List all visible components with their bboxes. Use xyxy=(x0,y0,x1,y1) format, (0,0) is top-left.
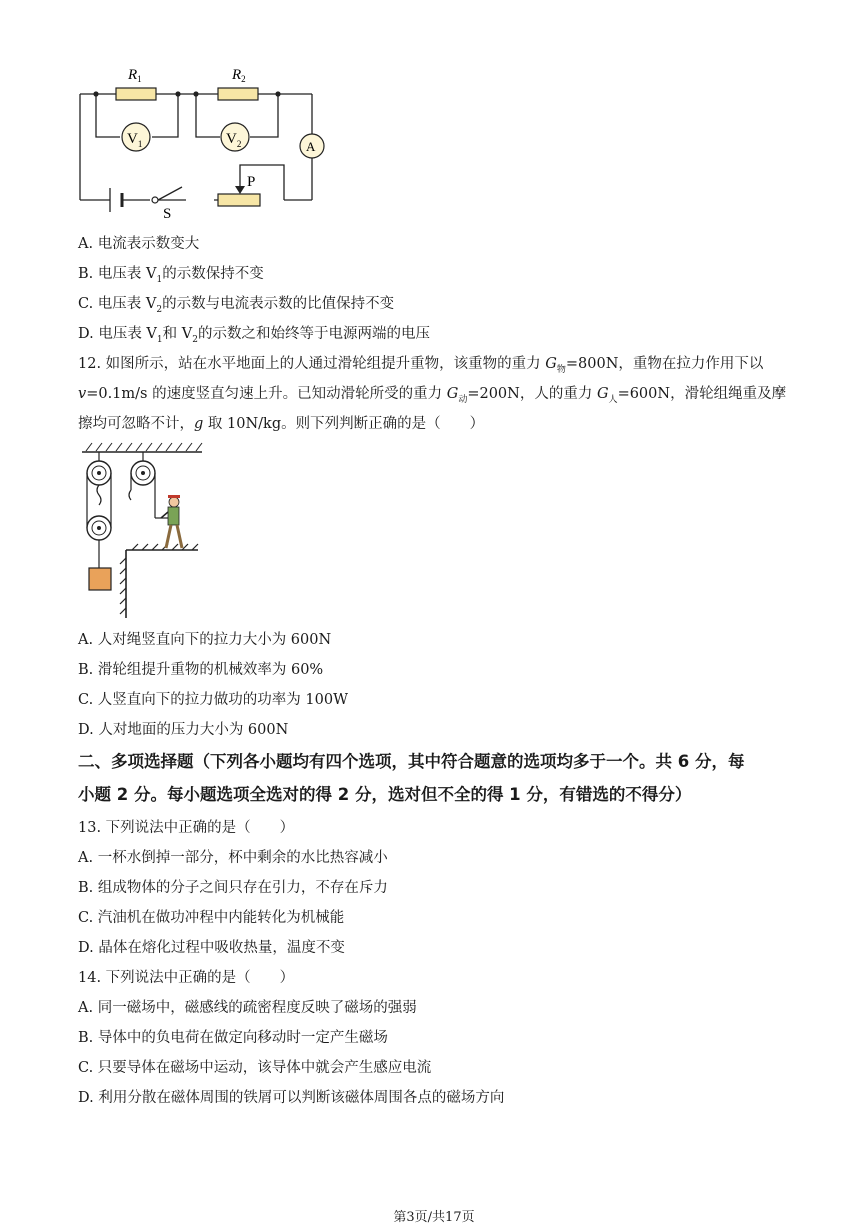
weight-block xyxy=(89,568,111,590)
q14-option-c: C. 只要导体在磁场中运动，该导体中就会产生感应电流 xyxy=(78,1060,432,1076)
q12-option-b: B. 滑轮组提升重物的机械效率为 60% xyxy=(78,662,324,678)
q13-option-a: A. 一杯水倒掉一部分，杯中剩余的水比热容减小 xyxy=(78,850,388,866)
q13-option-b: B. 组成物体的分子之间只存在引力，不存在斥力 xyxy=(78,880,388,896)
label-ammeter: A xyxy=(306,139,316,154)
q13-stem: 13. 下列说法中正确的是（ ） xyxy=(78,820,295,836)
q14-option-a: A. 同一磁场中，磁感线的疏密程度反映了磁场的强弱 xyxy=(78,1000,417,1016)
rheostat xyxy=(218,194,260,206)
q12-option-d: D. 人对地面的压力大小为 600N xyxy=(78,722,289,738)
q12-stem-line3: 擦均可忽略不计，g 取 10N/kg。则下列判断正确的是（ ） xyxy=(78,416,485,432)
resistor-r2 xyxy=(218,88,258,100)
circuit-diagram xyxy=(0,0,868,230)
q12-option-c: C. 人竖直向下的拉力做功的功率为 100W xyxy=(78,692,348,708)
section2-heading-line1: 二、多项选择题（下列各小题均有四个选项，其中符合题意的选项均多于一个。共 6 分，每 xyxy=(78,752,745,771)
q14-option-b: B. 导体中的负电荷在做定向移动时一定产生磁场 xyxy=(78,1030,388,1046)
label-r2: $R_2$ xyxy=(232,67,246,84)
q13-option-c: C. 汽油机在做功冲程中内能转化为机械能 xyxy=(78,910,345,926)
q12-option-a: A. 人对绳竖直向下的拉力大小为 600N xyxy=(78,632,332,648)
page-footer: 第3页/共17页 xyxy=(393,1210,475,1225)
q11-option-a: A. 电流表示数变大 xyxy=(78,236,200,252)
label-slider: P xyxy=(247,174,256,190)
resistor-r1 xyxy=(116,88,156,100)
label-v2: $V_2$ xyxy=(226,131,242,149)
section2-heading-line2: 小题 2 分。每小题选项全选对的得 2 分，选对但不全的得 1 分，有错选的不得分） xyxy=(78,785,692,804)
label-r1: $R_1$ xyxy=(128,67,142,84)
q14-stem: 14. 下列说法中正确的是（ ） xyxy=(78,970,295,986)
q12-stem-line2: v=0.1m/s 的速度竖直匀速上升。已知动滑轮所受的重力 $G_动=200N$，人的重力 $G_人=600N$，滑轮组绳重及摩 xyxy=(78,386,787,405)
q13-option-d: D. 晶体在熔化过程中吸收热量，温度不变 xyxy=(78,940,345,956)
q11-option-b: B. 电压表 $V_1$的示数保持不变 xyxy=(78,266,264,285)
q11-option-c: C. 电压表 $V_2$的示数与电流表示数的比值保持不变 xyxy=(78,296,395,315)
label-switch: S xyxy=(163,206,172,222)
label-v1: $V_1$ xyxy=(127,131,143,149)
q14-option-d: D. 利用分散在磁体周围的铁屑可以判断该磁体周围各点的磁场方向 xyxy=(78,1090,505,1106)
person-figure xyxy=(161,495,182,548)
pulley-diagram xyxy=(76,440,216,625)
q11-option-d: D. 电压表 $V_1$和 $V_2$的示数之和始终等于电源两端的电压 xyxy=(78,326,430,345)
q12-stem-line1: 12. 如图所示，站在水平地面上的人通过滑轮组提升重物，该重物的重力 $G_物=800N$，重物在拉力作用下以 xyxy=(78,356,764,375)
